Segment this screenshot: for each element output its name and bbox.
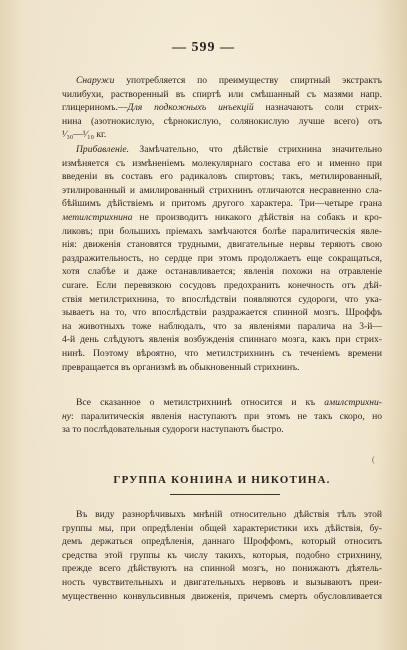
text-line: группы мы, при опредѣленіи общей характеристики ихъ дѣйствія, бу- (62, 522, 382, 534)
text-line: 4-й день слѣдуютъ явленія возбужденія спиннаго мозга, какъ при стрих- (62, 334, 382, 346)
italic-term-methylstrychnine: метилстрихнина (62, 211, 133, 223)
text-line: зываетъ на то, что впослѣдствіи раздражается спинной мозгъ. Шроффъ (62, 307, 382, 319)
text-line: мущественно конвульсивныя движенія, причемъ смерть обусловливается (62, 590, 382, 602)
text-line: превращается въ организмѣ въ обыкновенный стрихнинъ. (62, 361, 300, 373)
text-line: бѣйшимъ дѣйствіемъ и притомъ другого характера. Три—четыре грана (62, 198, 382, 210)
text-line (62, 396, 382, 410)
text-line: введеніи въ составъ его радикаловъ спиртовъ; такъ, метилированный, (62, 171, 382, 183)
text-line: хотя слабѣе и даже останавливается; явленія похожи на отравленіе (62, 266, 382, 278)
text-line: раздражительность, но сердце при этомъ продолжаетъ еще сокращаться, (62, 252, 382, 264)
text-fragment: глицериномъ.— (62, 102, 128, 114)
text-line: этилированный и амилированный стрихнинъ отличаются несравненно сла- (62, 184, 382, 196)
text-line: нія: движенія становятся трудными, двигательные нервы теряютъ свою (62, 239, 382, 251)
text-fragment: Все сказанное о метилстрихнинѣ относится и къ (76, 397, 325, 408)
text-fragment: употребляется по преимуществу спиртный экстрактъ (114, 75, 382, 86)
italic-fragment: ну (62, 410, 72, 422)
text-line: нина (азотнокислую, сѣрнокислую, солянокислую лучше всего) отъ (62, 115, 382, 127)
text-fragment: : паралитическія явленія наступаютъ при этомъ не такъ скоро, но (71, 410, 382, 422)
heading-rule (170, 494, 280, 495)
text-line: на животныхъ тоже наблюдалъ, что за явленіями паралича на 3-й— (62, 320, 382, 332)
text-line (62, 74, 382, 88)
text-line (62, 410, 382, 424)
page-number: — 599 — (172, 40, 235, 55)
text-line: чилибухи, растворенный въ спиртѣ или смѣшанный съ мазями напр. (62, 88, 382, 100)
text-fragment: не производитъ никакого дѣйствія на собакъ и кро- (132, 211, 382, 223)
text-line (62, 143, 382, 157)
text-fragment: назначаютъ соли стрих- (253, 102, 382, 114)
italic-term-amylstrychnine: амилстрихни- (324, 397, 382, 408)
text-line: прежде всего дѣйствуютъ на спинной мозгъ, но понижаютъ дѣятель- (62, 563, 382, 575)
text-line: ствія метилстрихнина, то впослѣдствіи появляются судороги, что ука- (62, 293, 382, 305)
text-line: ликовъ; при большихъ пріемахъ замѣчаются болѣе паралитическія явле- (62, 225, 382, 237)
paragraph-external-use (62, 74, 382, 142)
text-line: нинѣ. Поэтому вѣроятно, что метилстрихнинъ съ теченіемъ времени (62, 347, 382, 359)
text-fragment: Замѣчательно, что дѣйствіе стрихнина значительно (129, 144, 382, 155)
text-line: curare. Если перевязкою сосудовъ предохранить конечность отъ дѣй- (62, 279, 382, 291)
lead-word-addendum: Прибавленіе. (76, 144, 130, 155)
lead-word-externally: Снаружи (76, 75, 115, 86)
text-line: за то послѣдовательныя судороги наступаютъ быстро. (62, 424, 284, 436)
text-line: ¹⁄₃₀—¹⁄₁₀ кг. (62, 129, 107, 141)
section-heading: ГРУППА КОНІИНА И НИКОТИНА. (113, 474, 331, 486)
paragraph-amylstrychnine (62, 396, 382, 437)
text-line: ность чувствительныхъ и двигательныхъ нервовъ и вызываютъ преи- (62, 576, 382, 588)
text-line: измѣняется съ измѣненіемъ молекулярнаго состава его и именно при (62, 157, 382, 169)
text-line: Въ виду разнорѣчивыхъ мнѣній относительно дѣйствія тѣлъ этой (76, 509, 382, 520)
italic-phrase-injections: Для подкожныхъ инъекцій (127, 102, 254, 114)
margin-mark: ( (372, 455, 375, 464)
text-line (62, 211, 382, 225)
paragraph-group-intro (62, 508, 382, 603)
text-line: средства этой группы къ числу такихъ, которыя, подобно стрихнину, (62, 549, 382, 561)
paragraph-addendum (62, 143, 382, 374)
text-line: демъ держаться опредѣленія, даннаго Шроффомъ, который относитъ (62, 536, 382, 548)
text-line (62, 101, 382, 115)
